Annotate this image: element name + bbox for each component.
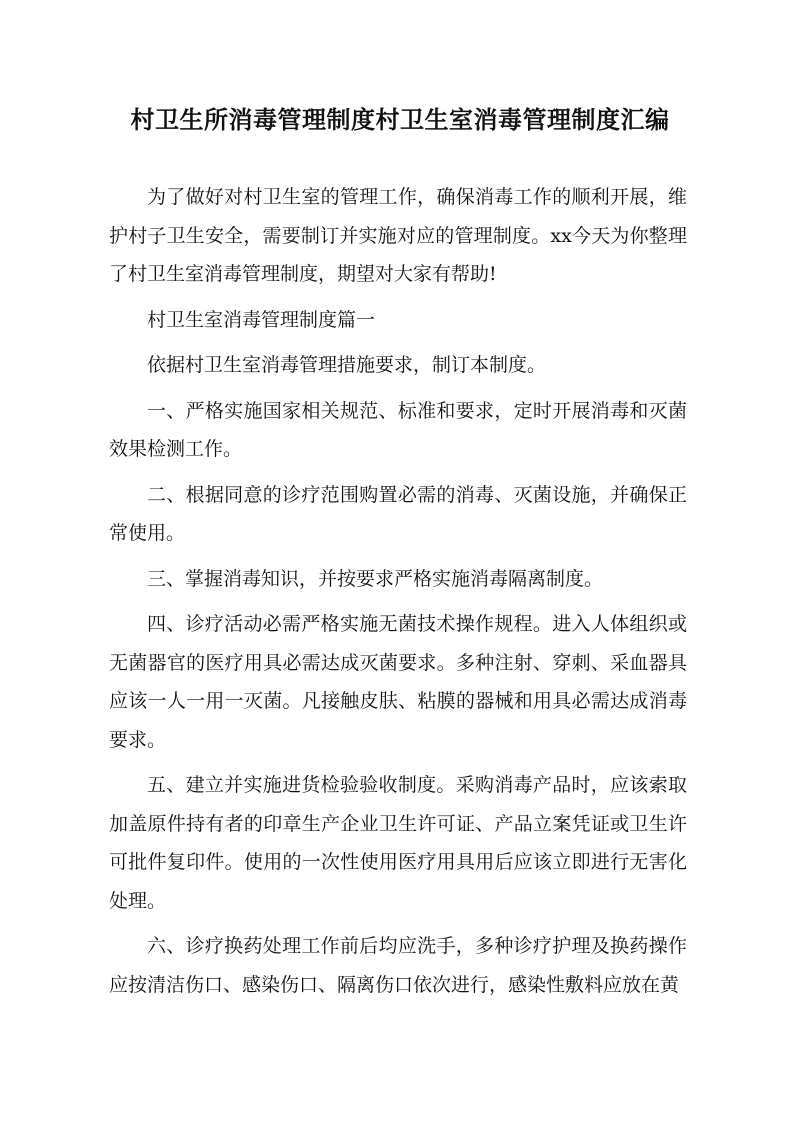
intro-paragraph: 为了做好对村卫生室的管理工作，确保消毒工作的顺利开展，维护村子卫生安全，需要制订并实施对应的管理制度。xx今天为你整理了村卫生室消毒管理制度，期望对大家有帮助! [109, 186, 687, 285]
section-heading: 村卫生室消毒管理制度篇一 [147, 308, 376, 331]
rule-item-2: 二、根据同意的诊疗范围购置必需的消毒、灭菌设施，并确保正常使用。 [109, 483, 687, 544]
document-body [109, 178, 687, 1011]
paragraph: 依据村卫生室消毒管理措施要求，制订本制度。 [147, 354, 547, 376]
rule-item-1: 一、严格实施国家相关规范、标准和要求，定时开展消毒和灭菌效果检测工作。 [109, 399, 687, 460]
document-title: 村卫生所消毒管理制度村卫生室消毒管理制度汇编 [130, 105, 670, 134]
rule-item-4: 四、诊疗活动必需严格实施无菌技术操作规程。进入人体组织或无菌器官的医疗用具必需达成灭菌要求。多种注射、穿刺、采血器具应该一人一用一灭菌。凡接触皮肤、粘膜的器械和用具必需达成消毒要求。 [109, 613, 687, 751]
rule-item-6: 六、诊疗换药处理工作前后均应洗手，多种诊疗护理及换药操作应按清洁伤口、感染伤口、隔离伤口依次进行，感染性敷料应放在黄 [109, 935, 687, 996]
rule-item-5: 五、建立并实施进货检验验收制度。采购消毒产品时，应该索取加盖原件持有者的印章生产企业卫生许可证、产品立案凭证或卫生许可批件复印件。使用的一次性使用医疗用具用后应该立即进行无害化处理。 [109, 774, 687, 912]
rule-item-3: 三、掌握消毒知识，并按要求严格实施消毒隔离制度。 [147, 567, 604, 590]
